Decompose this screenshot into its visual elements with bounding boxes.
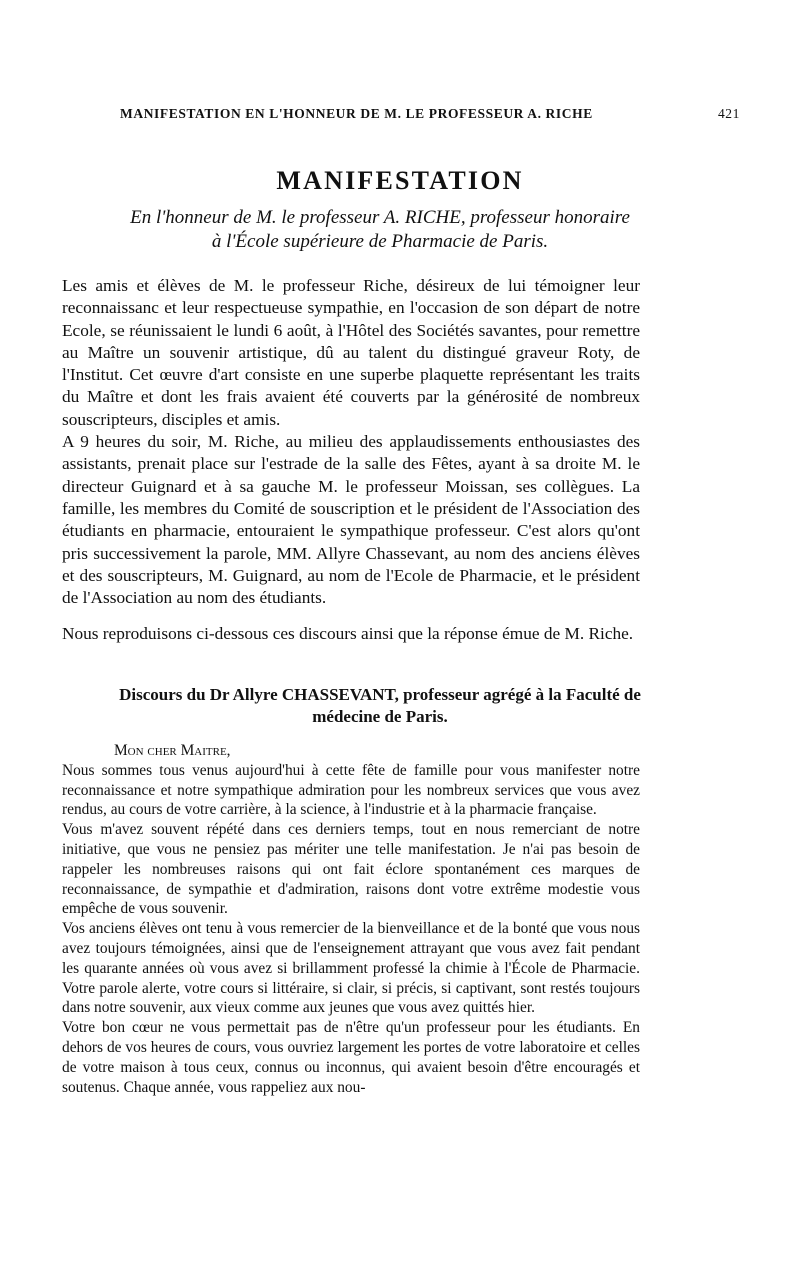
discours-heading-line-2: médecine de Paris. — [312, 707, 448, 726]
discours-heading — [40, 684, 720, 728]
paragraph-1: Les amis et élèves de M. le professeur Riche, désireux de lui témoigner leur reconnaissanc et leur respectueuse sympathie, en l'occasion de son départ de notre Ecole, se réunissaient le lundi 6 août, à l'Hôtel des Sociétés savantes, pour remettre au Maître un souvenir artistique, dû au talent du distingué graveur Roty, de l'Institut. Cet œuvre d'art consiste en une superbe plaquette représentant les traits du Maître et dont les frais avaient été couverts par la générosité de nombreux souscripteurs, disciples et amis. — [62, 276, 640, 429]
paragraph-2: A 9 heures du soir, M. Riche, au milieu des applaudissements enthousiastes des assistants, prenait place sur l'estrade de la salle des Fêtes, ayant à sa droite M. le directeur Guignard et à sa gauche M. le professeur Moissan, ses collègues. La famille, les membres du Comité de souscription et le président de l'Association des étudiants en pharmacie, entouraient le sympathique professeur. C'est alors qu'ont pris successivement la parole, MM. Allyre Chassevant, au nom des anciens élèves et des souscripteurs, M. Guignard, au nom de l'Ecole de Pharmacie, et le président de l'Association au nom des étudiants. — [62, 432, 640, 608]
discours-paragraph-2: Vous m'avez souvent répété dans ces derniers temps, tout en nous remerciant de notre initiative, que vous ne pensiez pas mériter une telle manifestation. Je n'ai pas besoin de rappeler les nombreuses raisons qui ont fait éclore spontanément ces marques de reconnaissance, de sympathie et d'admiration, raisons dont votre extrême modestie vous empêche de vous souvenir. — [62, 821, 640, 918]
discours-paragraph-1: Nous sommes tous venus aujourd'hui à cette fête de famille pour vous manifester notre reconnaissance et notre sympathique admiration pour les nombreux services que vous avez rendus, au cours de votre carrière, à la science, à l'industrie et à la pharmacie française. — [62, 761, 640, 819]
discours-paragraph-4: Votre bon cœur ne vous permettait pas de n'être qu'un professeur pour les étudiants. En dehors de vos heures de cours, vous ouvriez largement les portes de votre laboratoire et celles de votre maison à tous ceux, connus ou inconnus, qui avaient besoin d'être encouragés et soutenus. Chaque année, vous rappeliez aux nou- — [62, 1019, 640, 1096]
running-header — [62, 106, 740, 126]
salutation: Mon cher Maitre, — [114, 742, 231, 759]
subtitle-line-1: En l'honneur de M. le professeur A. RICHE, professeur honoraire — [130, 207, 630, 228]
running-title: MANIFESTATION EN L'HONNEUR DE M. LE PROFESSEUR A. RICHE — [120, 106, 593, 121]
article-body — [62, 275, 640, 646]
discours-paragraph-3: Vos anciens élèves ont tenu à vous remercier de la bienveillance et de la bonté que vous nous avez toujours témoignées, ainsi que de l'enseignement attrayant que vous avez fait pendant les quarante années où vous avez si brillamment professé la chimie à l'École de Pharmacie. Votre parole alerte, votre cours si littéraire, si clair, si précis, si captivant, sont restés toujours dans notre souvenir, aux vieux comme aux jeunes que vous avez quittés hier. — [62, 920, 640, 1017]
paragraph-3: Nous reproduisons ci-dessous ces discours ainsi que la réponse émue de M. Riche. — [62, 624, 634, 644]
article-subtitle — [40, 206, 720, 254]
article-title: MANIFESTATION — [276, 166, 524, 195]
discours-heading-line-1: Discours du Dr Allyre CHASSEVANT, professeur agrégé à la Faculté de — [119, 685, 641, 704]
discours-body — [62, 741, 640, 1097]
page-number: 421 — [717, 106, 740, 121]
subtitle-line-2: à l'École supérieure de Pharmacie de Paris. — [211, 231, 549, 252]
